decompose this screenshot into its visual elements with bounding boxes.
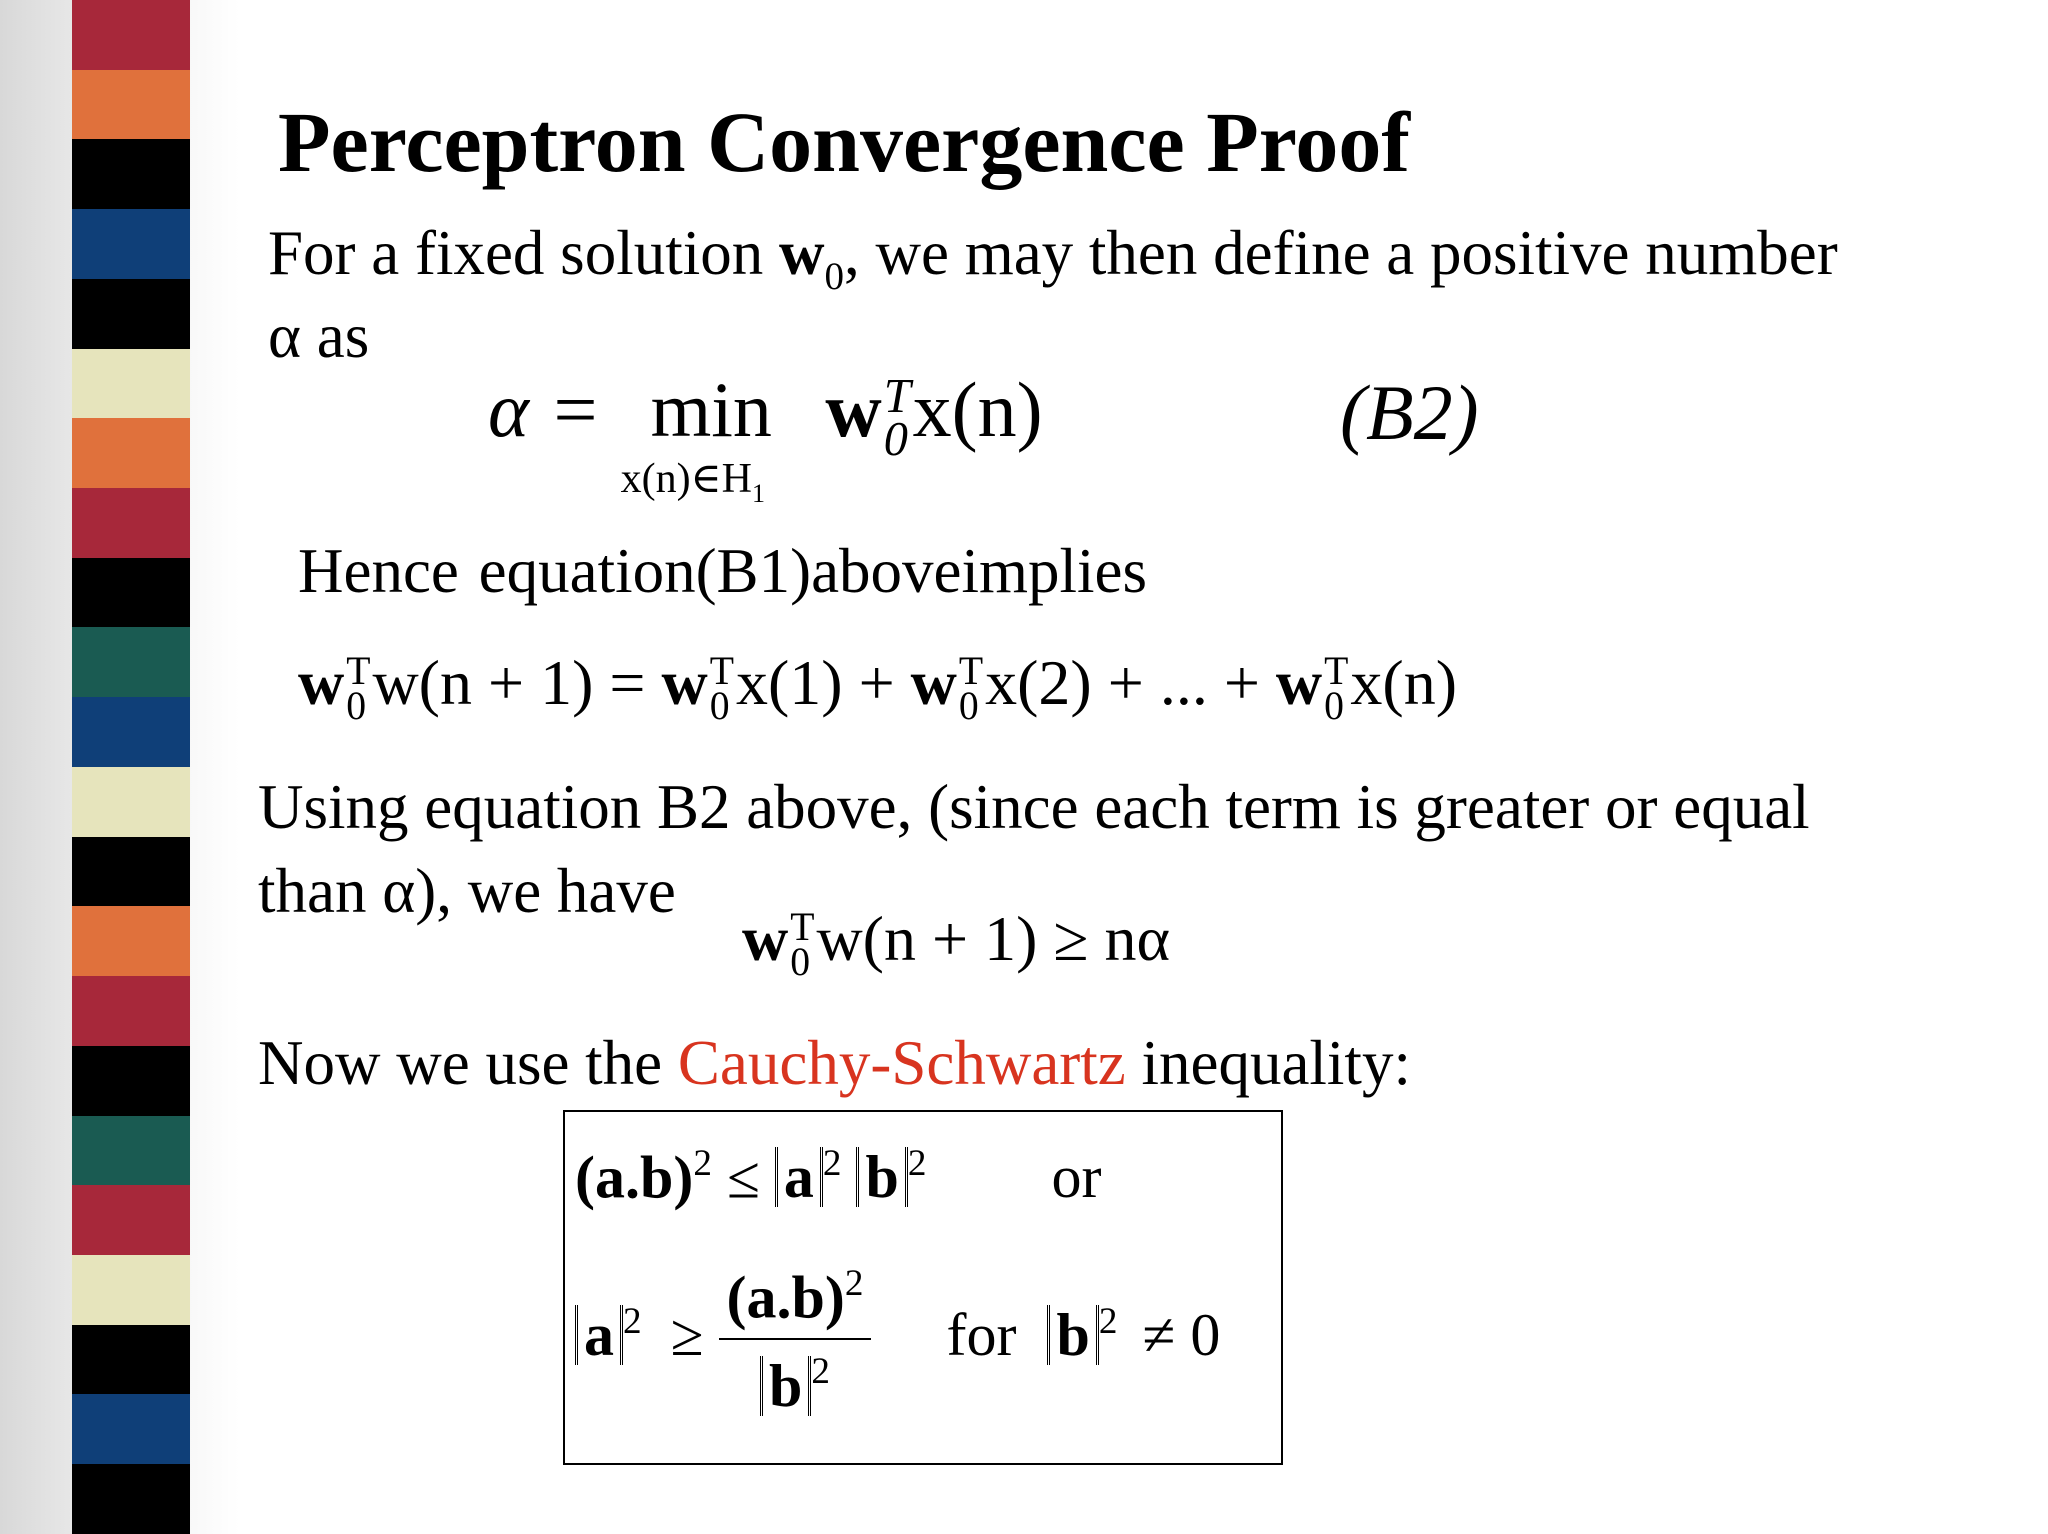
b2-lhs: α = xyxy=(488,366,602,453)
stripe-segment xyxy=(72,837,190,907)
stripe-segment xyxy=(72,1325,190,1395)
row1-b-sup: 2 xyxy=(907,1143,927,1184)
equation-inequality xyxy=(742,902,1171,985)
ineq-rest: w(n + 1) ≥ nα xyxy=(816,903,1171,974)
stripe-segment xyxy=(72,0,190,70)
row2-norm-b: b xyxy=(1047,1305,1098,1365)
b2-min-subscript xyxy=(621,453,765,509)
sum-t3-sup: T xyxy=(958,648,984,693)
row2-num-sup: 2 xyxy=(844,1263,864,1304)
row2-denominator xyxy=(719,1340,872,1420)
row2-op: ≥ xyxy=(670,1302,704,1369)
stripe-segment xyxy=(72,1185,190,1255)
row1-norm-b: b xyxy=(856,1147,907,1207)
row2-num: (a.b) xyxy=(726,1264,845,1331)
box-row2 xyxy=(575,1262,1220,1421)
paragraph-hence xyxy=(298,536,1147,606)
row1-op: ≤ xyxy=(726,1144,760,1211)
stripe-segment xyxy=(72,1116,190,1186)
paragraph-fixed-solution xyxy=(268,218,1838,298)
stripe-segment xyxy=(72,70,190,140)
sum-t1-rest: w(n + 1) = xyxy=(372,647,646,718)
stripe-segment xyxy=(72,627,190,697)
ineq-sub: 0 xyxy=(790,940,811,985)
ineq-scripts xyxy=(790,904,815,985)
row2-norm-a: a xyxy=(575,1305,623,1365)
row2-den: b xyxy=(760,1356,811,1416)
sum-t1-w: w xyxy=(298,647,345,718)
sum-t2-w: w xyxy=(661,647,708,718)
para1-w: w xyxy=(778,218,825,288)
b1-ref: (B1) xyxy=(695,536,812,606)
sum-t1-sub: 0 xyxy=(346,684,367,729)
stripe-segment xyxy=(72,488,190,558)
b2-sub: 0 xyxy=(883,413,908,467)
stripe-segment xyxy=(72,976,190,1046)
stripe-segment xyxy=(72,349,190,419)
stripe-segment xyxy=(72,1046,190,1116)
sum-t2-sub: 0 xyxy=(709,684,730,729)
sum-t3-scripts xyxy=(958,648,984,729)
stripe-segment xyxy=(72,139,190,209)
sum-t2-rest: x(1) + xyxy=(735,647,895,718)
sum-t4-sup: T xyxy=(1324,648,1349,693)
cauchy-schwartz-box xyxy=(563,1110,1283,1465)
para1-w-sub: 0 xyxy=(824,254,844,298)
sum-t2-sup: T xyxy=(709,648,734,693)
b2-under-sub: 1 xyxy=(751,478,765,508)
equation-b2-label: (B2) xyxy=(1340,369,1479,456)
above-word: above xyxy=(811,536,962,606)
stripe-segment xyxy=(72,767,190,837)
b2-rest: x(n) xyxy=(912,366,1043,453)
paragraph-alpha-as: α as xyxy=(268,301,370,371)
hence-word: Hence xyxy=(298,536,459,606)
sum-t1-sup: T xyxy=(346,648,371,693)
b2-w: w xyxy=(825,366,882,453)
para1-text-a: For a fixed solution xyxy=(268,218,779,288)
row2-fraction xyxy=(719,1262,872,1421)
stripe-segment xyxy=(72,1394,190,1464)
row2-ne: ≠ 0 xyxy=(1142,1302,1221,1369)
implies-word: implies xyxy=(961,536,1147,606)
sum-t4-w: w xyxy=(1275,647,1323,718)
sum-t1-scripts xyxy=(346,648,371,729)
decorative-stripe-bar xyxy=(72,0,190,1534)
sum-t3-w: w xyxy=(910,647,957,718)
stripe-segment xyxy=(72,279,190,349)
b2-under: x(n)∈H xyxy=(620,456,752,502)
paragraph-cauchy-schwartz xyxy=(258,1028,1411,1098)
cs-post: inequality: xyxy=(1125,1028,1411,1098)
row2-numerator xyxy=(719,1262,872,1340)
sum-t4-sub: 0 xyxy=(1324,684,1344,729)
row2-b-sup: 2 xyxy=(1098,1300,1118,1342)
row2-den-sup: 2 xyxy=(811,1351,830,1393)
ineq-sup: T xyxy=(790,904,815,949)
row1-or: or xyxy=(1051,1144,1102,1211)
paragraph-using-b2-line1: Using equation B2 above, (since each term is greater or equal xyxy=(258,772,1810,842)
stripe-segment xyxy=(72,697,190,767)
cs-pre: Now we use the xyxy=(258,1028,678,1098)
sum-t4-scripts xyxy=(1324,648,1349,729)
box-row1 xyxy=(575,1142,1101,1212)
row2-a-sup: 2 xyxy=(623,1300,642,1342)
sum-t2-scripts xyxy=(709,648,734,729)
sum-t3-sub: 0 xyxy=(958,684,979,729)
stripe-segment xyxy=(72,1255,190,1325)
stripe-segment xyxy=(72,209,190,279)
b2-w-scripts xyxy=(883,369,911,467)
b2-sup: T xyxy=(883,369,911,423)
paragraph-using-b2-line2: than α), we have xyxy=(258,856,676,926)
stripe-segment xyxy=(72,418,190,488)
ineq-w: w xyxy=(742,903,789,974)
para1-text-b: , we may then define a positive number xyxy=(843,218,1838,288)
stripe-segment xyxy=(72,558,190,628)
stripe-segment xyxy=(72,906,190,976)
cs-highlight: Cauchy-Schwartz xyxy=(677,1028,1126,1098)
row1-lhs: (a.b) xyxy=(575,1144,694,1211)
sum-t3-rest: x(2) + ... + xyxy=(985,647,1260,718)
stripe-segment xyxy=(72,1464,190,1534)
equation-sum xyxy=(298,646,1457,729)
row1-a-sup: 2 xyxy=(822,1143,842,1184)
row1-norm-a: a xyxy=(775,1147,823,1207)
equation-word: equation xyxy=(478,536,696,606)
row1-lhs-sup: 2 xyxy=(693,1143,712,1184)
slide-title: Perceptron Convergence Proof xyxy=(278,94,1410,190)
b2-min: min xyxy=(650,366,772,453)
sum-t4-rest: x(n) xyxy=(1350,647,1457,718)
row2-for: for xyxy=(946,1302,1017,1369)
